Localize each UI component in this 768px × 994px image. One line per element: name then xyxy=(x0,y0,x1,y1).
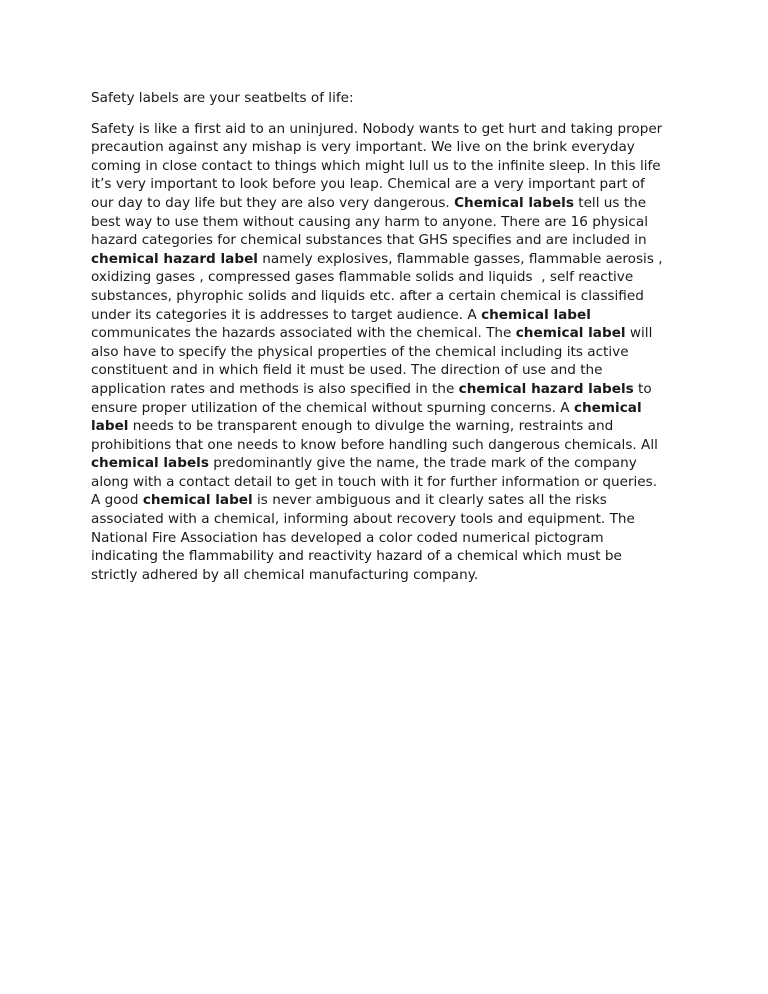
bold-keyword: chemical hazard labels xyxy=(458,380,634,397)
paragraph-line xyxy=(91,473,691,492)
paragraph-line xyxy=(91,306,691,325)
text-run: National Fire Association has developed a color coded numerical pictogram xyxy=(91,529,604,546)
paragraph-line xyxy=(91,268,691,287)
paragraph-line xyxy=(91,380,691,399)
paragraph-line xyxy=(91,343,691,362)
bold-keyword: label xyxy=(91,418,129,435)
paragraph-line xyxy=(91,491,691,510)
text-run: strictly adhered by all chemical manufacturing company. xyxy=(91,566,479,583)
text-run: associated with a chemical, informing about recovery tools and equipment. The xyxy=(91,511,635,528)
paragraph-line xyxy=(91,138,691,157)
text-run: oxidizing gases , compressed gases flammable solids and liquids , self reactive xyxy=(91,269,634,286)
text-run: will xyxy=(625,325,653,342)
text-run: best way to use them without causing any harm to anyone. There are 16 physical xyxy=(91,213,649,230)
text-run: prohibitions that one needs to know before handling such dangerous chemicals. All xyxy=(91,436,658,453)
text-run: to xyxy=(633,380,652,397)
text-run: indicating the flammability and reactivity hazard of a chemical which must be xyxy=(91,548,622,565)
text-run: application rates and methods is also specified in the xyxy=(91,380,459,397)
paragraph-line xyxy=(91,361,691,380)
text-run: Safety is like a first aid to an uninjured. Nobody wants to get hurt and taking proper xyxy=(91,120,663,137)
text-run: also have to specify the physical properties of the chemical including its active xyxy=(91,343,629,360)
text-run: hazard categories for chemical substances that GHS specifies and are included in xyxy=(91,232,647,249)
paragraph-line xyxy=(91,287,691,306)
paragraph-line xyxy=(91,529,691,548)
paragraph-line xyxy=(91,250,691,269)
text-run: needs to be transparent enough to divulge the warning, restraints and xyxy=(128,418,614,435)
paragraph-line xyxy=(91,231,691,250)
text-run: under its categories it is addresses to target audience. A xyxy=(91,306,482,323)
document-heading: Safety labels are your seatbelts of life: xyxy=(91,90,354,106)
bold-keyword: chemical xyxy=(573,399,642,416)
paragraph-line xyxy=(91,324,691,343)
bold-keyword: Chemical labels xyxy=(454,194,574,211)
text-run: predominantly give the name, the trade mark of the company xyxy=(208,455,637,472)
paragraph-line xyxy=(91,510,691,529)
body-paragraph xyxy=(91,120,691,585)
text-run: A good xyxy=(91,492,143,509)
paragraph-line xyxy=(91,436,691,455)
text-run: ensure proper utilization of the chemical without spurning concerns. A xyxy=(91,399,574,416)
paragraph-line xyxy=(91,566,691,585)
text-run: along with a contact detail to get in touch with it for further information or queries. xyxy=(91,473,658,490)
text-run: it’s very important to look before you leap. Chemical are a very important part of xyxy=(91,176,645,193)
bold-keyword: chemical label xyxy=(515,325,626,342)
paragraph-line xyxy=(91,157,691,176)
text-run: substances, phyrophic solids and liquids etc. after a certain chemical is classified xyxy=(91,287,644,304)
bold-keyword: chemical hazard label xyxy=(91,250,258,267)
paragraph-line xyxy=(91,120,691,139)
bold-keyword: chemical label xyxy=(481,306,591,323)
text-run: precaution against any mishap is very important. We live on the brink everyday xyxy=(91,139,635,156)
text-run: tell us the xyxy=(573,194,647,211)
paragraph-line xyxy=(91,417,691,436)
text-run: constituent and in which field it must be used. The direction of use and the xyxy=(91,362,603,379)
document-content xyxy=(91,89,691,584)
paragraph-line xyxy=(91,213,691,232)
paragraph-line xyxy=(91,399,691,418)
text-run: is never ambiguous and it clearly sates all the risks xyxy=(252,492,607,509)
bold-keyword: chemical label xyxy=(142,492,253,509)
text-run: communicates the hazards associated with the chemical. The xyxy=(91,325,516,342)
text-run: namely explosives, flammable gasses, flammable aerosis , xyxy=(257,250,663,267)
paragraph-line xyxy=(91,547,691,566)
text-run: our day to day life but they are also very dangerous. xyxy=(91,194,455,211)
paragraph-line xyxy=(91,194,691,213)
paragraph-line xyxy=(91,454,691,473)
bold-keyword: chemical labels xyxy=(91,455,209,472)
text-run: coming in close contact to things which might lull us to the infinite sleep. In this life xyxy=(91,157,661,174)
paragraph-line xyxy=(91,175,691,194)
